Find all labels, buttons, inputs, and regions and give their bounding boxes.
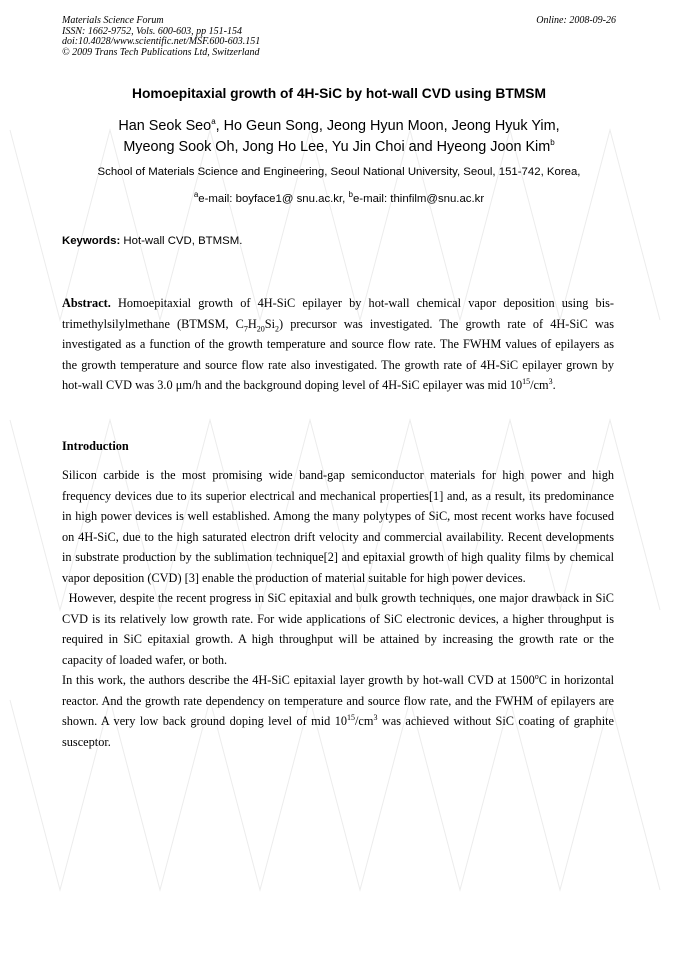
keywords-text: Hot-wall CVD, BTMSM.	[120, 235, 243, 247]
author-line2: Myeong Sook Oh, Jong Ho Lee, Yu Jin Choi and Hyeong Joon Kim	[123, 139, 551, 155]
paper-title: Homoepitaxial growth of 4H-SiC by hot-wall CVD using BTMSM	[132, 86, 546, 101]
keywords	[62, 235, 616, 247]
author-list	[62, 116, 616, 158]
email-b-sup: b	[348, 190, 353, 200]
intro-paragraph-2: However, despite the recent progress in SiC epitaxial and bulk growth techniques, one major drawback in SiC CVD is its relatively low growth rate. For wide applications of SiC electronic devices, a higher throughput is required in SiC epitaxial growth. A high throughput will be attained by increasing the growth rate or the capacity of loaded wafer, or both.	[62, 591, 614, 667]
online-date: Online: 2008-09-26	[536, 15, 616, 26]
email-a-sup: a	[193, 190, 199, 200]
abstract-sup: 15	[522, 376, 531, 386]
abstract-text: Homoepitaxial growth of 4H-SiC epilayer by hot-wall chemical vapor deposition using bis-trimethylsilylmethane (BTMSM, C	[62, 296, 614, 331]
introduction-heading: Introduction	[62, 439, 129, 453]
intro-p3-sup: o	[534, 671, 539, 681]
abstract	[62, 293, 614, 396]
doi-line: doi:10.4028/www.scientific.net/MSF.600-603.151	[62, 36, 261, 47]
author-line1-rest: , Ho Geun Song, Jeong Hyun Moon, Jeong Hyuk Yim,	[215, 118, 560, 134]
issn-line: ISSN: 1662-9752, Vols. 600-603, pp 151-154	[62, 25, 242, 37]
abstract-text: /cm	[530, 378, 549, 392]
email-b: e-mail: thinfilm@snu.ac.kr	[352, 193, 485, 205]
email-a: e-mail: boyface1@ snu.ac.kr,	[198, 193, 349, 205]
abstract-sub: 7	[243, 323, 248, 333]
intro-p3-sup: 15	[347, 712, 355, 722]
journal-header	[62, 16, 616, 58]
abstract-text: .	[552, 378, 556, 392]
abstract-text: Si	[264, 316, 276, 331]
abstract-sup: 3	[548, 376, 553, 386]
introduction-body	[62, 465, 614, 752]
abstract-sub: 20	[256, 323, 265, 333]
intro-paragraph-1: Silicon carbide is the most promising wide band-gap semiconductor materials for high power and high frequency devices due to its superior electrical and mechanical properties[1] and, as a result, its predominance in high power devices is well established. Among the many polytypes of SiC, most recent works have focused on 4H-SiC, due to the high saturated electron drift velocity and commercial availability. Recent developments in substrate production by the sublimation technique[2] and epitaxial growth of high quality films by chemical vapor deposition (CVD) [3] enable the production of material suitable for high power devices.	[62, 468, 614, 585]
intro-p3-text: /cm	[355, 714, 374, 728]
abstract-label: Abstract.	[62, 296, 111, 310]
intro-p3-text: C in horizontal reactor. And the growth rate dependency on temperature and source flow rate, and the FWHM of epilayers are shown. A very low back ground doping level of mid 10	[62, 673, 614, 728]
intro-p3-text: was achieved without SiC coating of graphite susceptor.	[62, 714, 614, 749]
abstract-text: H	[247, 316, 257, 331]
author-first-sup: a	[211, 117, 216, 127]
abstract-sub: 2	[275, 323, 280, 333]
author-first: Han Seok Seo	[118, 118, 212, 134]
journal-name: Materials Science Forum	[62, 15, 164, 26]
author-last-sup: b	[550, 138, 555, 148]
intro-paragraph-3	[62, 670, 614, 752]
intro-p3-sup: 3	[373, 712, 378, 722]
copyright-line: © 2009 Trans Tech Publications Ltd, Switzerland	[62, 46, 260, 58]
email-line	[62, 190, 616, 205]
affiliation: School of Materials Science and Engineering, Seoul National University, Seoul, 151-742, Korea,	[97, 166, 581, 178]
keywords-label: Keywords:	[62, 235, 121, 247]
abstract-text: ) precursor was investigated. The growth rate of 4H-SiC was investigated as a function of the growth temperature and source flow rate. The FWHM values of epilayers as the growth temperature and source flow rate also investigated. The growth rate of 4H-SiC epilayer grown by hot-wall CVD was 3.0 μm/h and the background doping level of 4H-SiC epilayer was mid 10	[62, 316, 615, 392]
intro-p3-text: In this work, the authors describe the 4H-SiC epitaxial layer growth by hot-wall CVD at 1500	[62, 673, 535, 687]
